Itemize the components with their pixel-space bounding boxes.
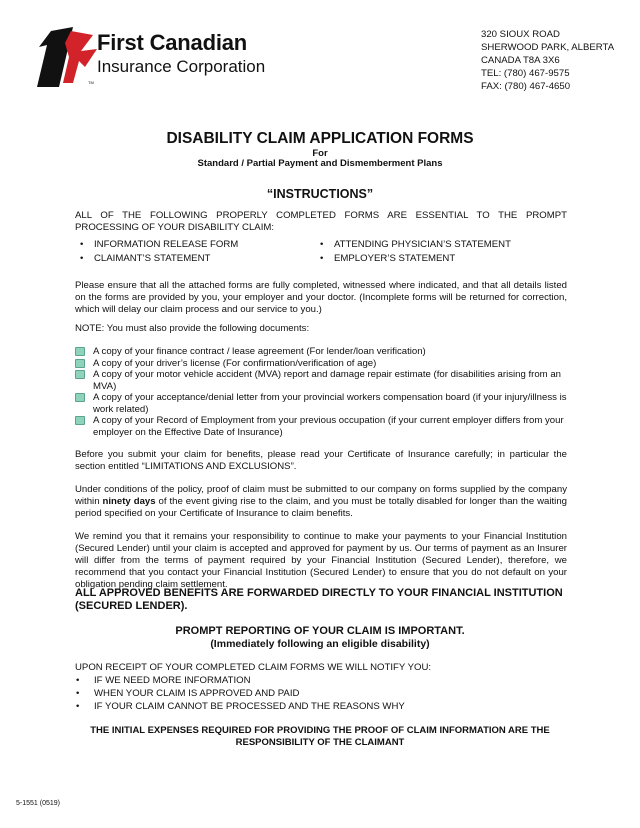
form-item: • ATTENDING PHYSICIAN’S STATEMENT [320,239,511,250]
checkbox-icon [75,347,85,356]
before-paragraph: Before you submit your claim for benefits, please read your Certificate of Insurance carefully; in particular the section entitled “LIMITATIONS AND EXCLUSIONS”. [75,449,567,472]
company-address [481,28,614,93]
form-item: • EMPLOYER’S STATEMENT [320,253,456,264]
ninety-days-emphasis: ninety days [102,496,156,507]
approved-benefits-notice: ALL APPROVED BENEFITS ARE FORWARDED DIRECTLY TO YOUR FINANCIAL INSTITUTION (SECURED LENDER). [75,587,563,612]
notify-item: • WHEN YOUR CLAIM IS APPROVED AND PAID [76,688,300,699]
checkbox-icon [75,416,85,425]
address-fax: FAX: (780) 467-4650 [481,81,571,92]
document-item: A copy of your driver’s license (For confirmation/verification of age) [93,358,377,369]
prompt-reporting-sub: (Immediately following an eligible disability) [210,638,430,650]
notify-item: • IF WE NEED MORE INFORMATION [76,675,251,686]
expenses-line1: THE INITIAL EXPENSES REQUIRED FOR PROVIDING THE PROOF OF CLAIM INFORMATION ARE THE [90,725,550,736]
document-item: A copy of your Record of Employment from your previous occupation (if your current employer differs from your employer on the Effective Date of Insurance) [93,415,564,438]
ensure-paragraph: Please ensure that all the attached forms are fully completed, witnessed where indicated, and that all details listed on the forms are provided by you, your employer and your doctor. (Incomplete forms will be returned for correction, which will delay our claim process and our service to you.) [75,280,567,315]
expenses-line2: RESPONSIBILITY OF THE CLAIMANT [235,737,405,748]
document-item: A copy of your finance contract / lease agreement (For lender/loan verification) [93,346,426,357]
upon-receipt-paragraph: UPON RECEIPT OF YOUR COMPLETED CLAIM FORMS WE WILL NOTIFY YOU: [75,662,432,673]
form-code: 5-1551 (0519) [16,800,60,807]
checkbox-icon [75,370,85,379]
document-subtitle: Standard / Partial Payment and Dismemberment Plans [197,158,443,169]
conditions-paragraph: Under conditions of the policy, proof of claim must be submitted to our company on forms supplied by the company within ninety days of the event giving rise to the claim, and you must be totally disabled for longer than the waiting period specified on your Certificate of Insurance to claim benefits. [75,484,567,519]
instructions-heading: “INSTRUCTIONS” [266,187,374,201]
address-tel: TEL: (780) 467-9575 [481,68,570,79]
logo-line2: Insurance Corporation [97,57,266,76]
form-item: • INFORMATION RELEASE FORM [80,239,239,250]
remind-paragraph: We remind you that it remains your responsibility to continue to make your payments to your Financial Institution (Secured Lender) until your claim is accepted and approved for payment by us. Our terms of payment as an Insurer will differ from the terms of payment required by your Financial Institution (Secured Lender), therefore, we recommend that you contact your Financial Institution (Secured Lender) to ensure that you do not default on your obligation pending claim settlement. [75,531,567,590]
form-item: • CLAIMANT’S STATEMENT [80,253,211,264]
logo-line1: First Canadian [97,30,248,55]
document-item: A copy of your acceptance/denial letter from your provincial workers compensation board (if your injury/illness is work related) [93,392,567,415]
intro-paragraph: ALL OF THE FOLLOWING PROPERLY COMPLETED FORMS ARE ESSENTIAL TO THE PROMPT PROCESSING OF YOUR DISABILITY CLAIM: [75,210,567,233]
address-street: 320 SIOUX ROAD [481,29,560,40]
trademark: TM [88,80,94,85]
checkbox-icon [75,359,85,368]
title-for: For [312,148,328,159]
address-city: SHERWOOD PARK, ALBERTA [481,42,615,53]
document-item: A copy of your motor vehicle accident (MVA) report and damage repair estimate (for disabilities arising from an MVA) [93,369,561,392]
address-postal: CANADA T8A 3X6 [481,55,560,66]
note-paragraph: NOTE: You must also provide the following documents: [75,323,310,334]
prompt-reporting-heading: PROMPT REPORTING OF YOUR CLAIM IS IMPORTANT. [175,625,465,637]
checkbox-icon [75,393,85,402]
document-title: DISABILITY CLAIM APPLICATION FORMS [166,130,474,147]
notify-item: • IF YOUR CLAIM CANNOT BE PROCESSED AND THE REASONS WHY [76,701,405,712]
